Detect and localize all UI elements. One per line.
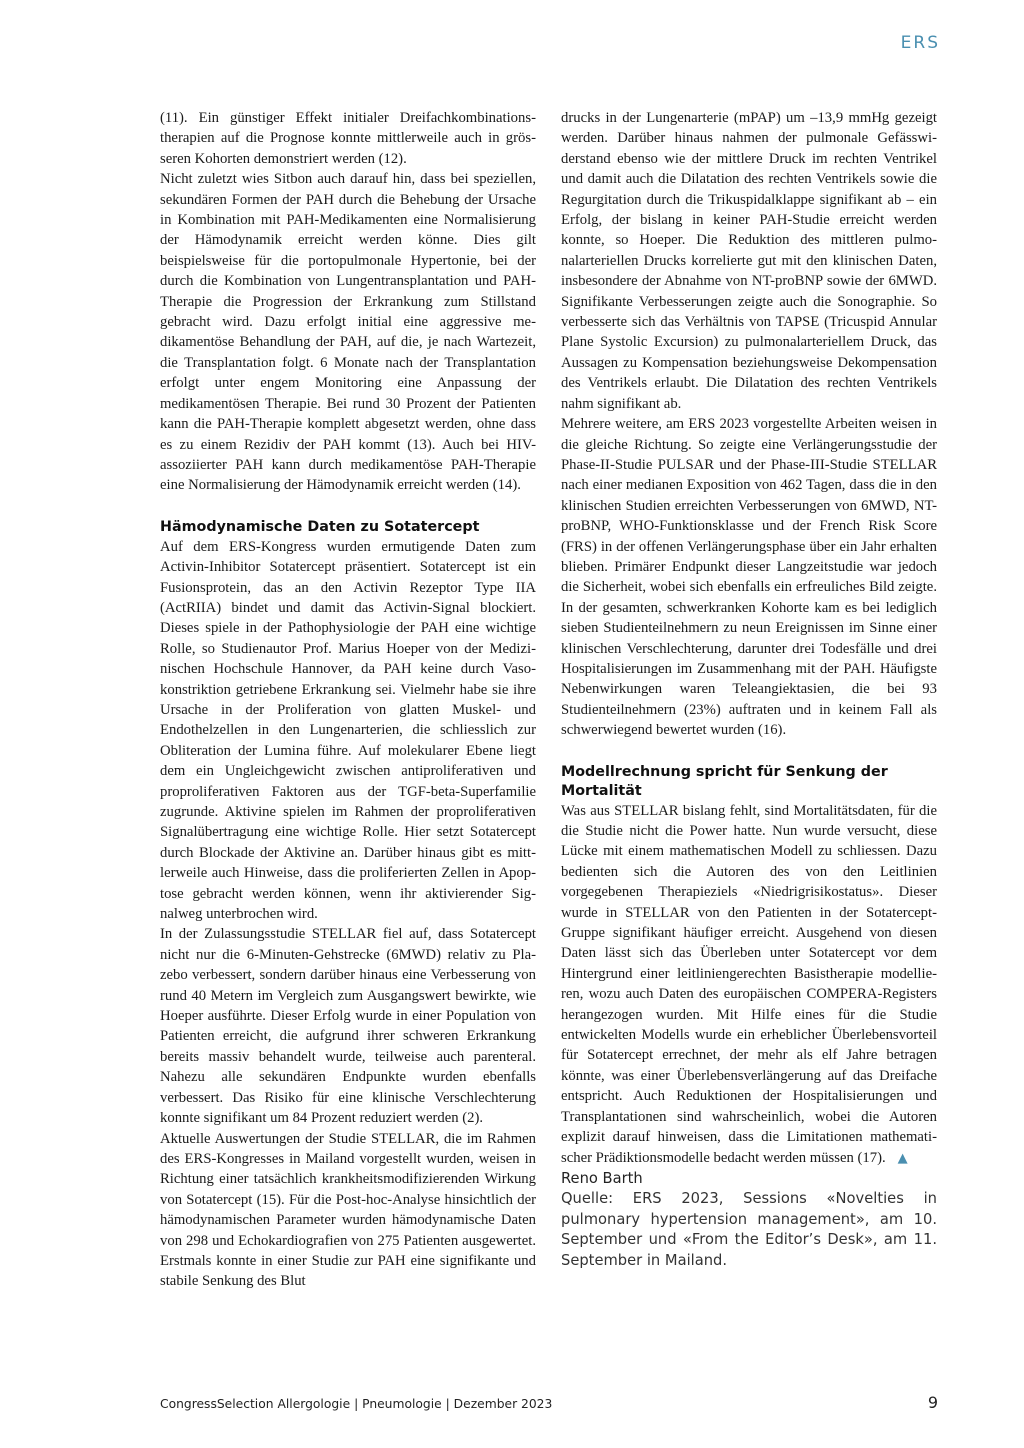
section-heading: Modellrechnung spricht für Senkung der Mortalität (561, 763, 888, 799)
publication-footer: CongressSelection Allergologie | Pneumologie | Dezember 2023 (160, 1397, 553, 1411)
paragraph: Aktuelle Auswertungen der Studie STELLAR, die im Rahmen des ERS-Kongresses in Mailand vorgestellt wurden, weisen in Richtung einer tatsächlich krankheitsmodifizierenden Wirkung von Sotatercept (15). Für die Post-hoc-Analyse hinsichtlich der hämodynamischen Parameter wurden hämodynamische Daten von 298 und Echokardiografien von 275 Patienten ausgewertet. Erstmals konnte in einer Studie zur PAH eine signifikante und stabile Senkung des Blut (160, 1130, 536, 1290)
end-of-article-icon: ▲ (897, 1150, 908, 1166)
section-heading: Hämodynamische Daten zu Sotatercept (160, 518, 480, 535)
section-tag: ERS (900, 33, 940, 53)
page-number: 9 (927, 1393, 938, 1412)
paragraph: In der Zulassungsstudie STELLAR fiel auf, dass Sotatercept nicht nur die 6-Minuten-Gehstrecke (6MWD) relativ zu Plazebo verbessert, sondern darüber hinaus eine Verbesserung von rund 40 Metern im Vergleich zum Ausgangswert bewirkte, wie Hoeper ausführte. Dieser Erfolg wurde in einer Population von Patienten erreicht, die aufgrund ihrer schweren Erkrankung bereits massiv behandelt wurde, teilweise auch parenteral. Nahezu alle sekundären Endpunkte wurden ebenfalls verbessert. Das Risiko für eine klinische Verschlechterung konnte signifikant um 84 Prozent reduziert werden (2). (160, 926, 536, 1127)
author-name: Reno Barth (561, 1169, 643, 1187)
paragraph: drucks in der Lungenarterie (mPAP) um –13,9 mmHg gezeigt werden. Darüber hinaus nahmen der pulmonale Gefässwiderstand ebenso wie der mittlere Druck im rechten Ventrikel und damit auch die Dilatation des rechten Ventrikels sowie die Regurgitation durch die Trikuspidalklappe signifikant ab – ein Erfolg, der bislang in keiner PAH-Studie erreicht werden konnte, so Hoeper. Die Reduktion des mittleren pulmonalarteriellen Drucks korrelierte gut mit den klinischen Daten, insbesondere der Abnahme von NT-proBNP sowie der 6MWD. Signifikante Verbesserungen zeigte auch die Sonographie. So verbesserte sich das Verhältnis von TAPSE (Tricuspid Annular Plane Systolic Excursion) zu pulmonalarteriellem Druck, das Aussagen zu Kompensation beziehungsweise Dekompensation des Ventrikels erlaubt. Die Dilatation des rechten Ventrikels nahm signifikant ab. (561, 110, 937, 412)
paragraph (561, 801, 937, 1169)
right-column (561, 108, 937, 1271)
paragraph-text: Was aus STELLAR bislang fehlt, sind Mortalitätsdaten, für die die Studie nicht die Power hatte. Nun wurde versucht, diese Lücke mit einem mathematischen Modell zu schliessen. Dazu bedienten sich die Autoren des von den Leitlinien vorgegebenen Therapieziels «Niedrigrisikostatus». Dieser wurde in STELLAR von den Patienten in der Sotatercept-Gruppe signifikant häufiger erreicht. Ausgehend von diesen Daten lässt sich das Überleben unter Sotatercept vor dem Hintergrund einer leitliniengerechten Basistherapie modellieren, wozu auch Daten des europäischen COMPERA-Registers herangezogen wurden. Mit Hilfe eines für die Studie entwickelten Modells wurde ein erheblicher Überlebensvorteil für Sotatercept errechnet, der mehr als elf Jahre betragen könnte, was einer Überlebensverlängerung auf das Dreifache entspricht. Auch Reduktionen der Hospitalisierungen und Transplantationen sind wahrscheinlich, wobei die Autoren explizit darauf hinweisen, dass die Limitationen mathematischer Prädiktionsmodelle bedacht werden müssen (17). (561, 802, 937, 1166)
source-note: Quelle: ERS 2023, Sessions «Novelties in pulmonary hypertension management», am 10. September und «From the Editor’s Desk», am 11. September in Mailand. (561, 1190, 937, 1269)
left-column (160, 108, 536, 1292)
paragraph: Nicht zuletzt wies Sitbon auch darauf hin, dass bei speziellen, sekundären Formen der PAH durch die Behebung der Ursache in Kombination mit PAH-Medikamenten eine Normalisierung der Hämodynamik erreicht werden könne. Dies gilt beispielsweise für die portopulmonale Hypertonie, bei der durch die Kombination von Lungentransplantation und PAH-Therapie die Progression der Erkrankung zum Stillstand gebracht wird. Dazu erfolgt initial eine aggressive medikamentöse Behandlung der PAH, auf die, je nach Wartezeit, die Transplantation folgt. 6 Monate nach der Transplantation erfolgt unter engem Monitoring eine Anpassung der medikamentösen Therapie. Bei rund 30 Prozent der Patienten kann die PAH-Therapie komplett abgesetzt werden, ohne dass es zu einem Rezidiv der PAH kommt (13). Auch bei HIV-assoziierter PAH kann durch medikamentöse PAH-Therapie eine Normalisierung der Hämodynamik erreicht werden (14). (160, 171, 536, 494)
paragraph: Mehrere weitere, am ERS 2023 vorgestellte Arbeiten weisen in die gleiche Richtung. So zeigte eine Verlängerungsstudie der Phase-II-Studie PULSAR und der Phase-III-Studie STELLAR nach einer medianen Exposition von 462 Tagen, dass die in den klinischen Studien erreichten Verbesserungen von 6MWD, NT-proBNP, WHO-Funktionsklasse und der French Risk Score (FRS) in der offenen Verlängerungsphase über ein Jahr erhalten blieben. Primärer Endpunkt dieser Langzeitstudie war jedoch die Sicherheit, wobei sich ebenfalls ein erfreuliches Bild zeigte. In der gesamten, schwerkranken Kohorte kam es bei lediglich sieben Studienteilnehmern zu neun Ereignissen im Sinne einer klinischen Verschlechterung, darunter drei Todesfälle und drei Hospitalisierungen im Zusammenhang mit der PAH. Häufigste Nebenwirkungen waren Teleangiektasien, die bei 93 Studienteilnehmern (23%) auftraten und in keinem Fall als schwerwiegend bewertet wurden (16). (561, 416, 937, 739)
paragraph: (11). Ein günstiger Effekt initialer Dreifachkombinationstherapien auf die Prognose konnte mittlerweile auch in grösseren Kohorten demonstriert werden (12). (160, 110, 536, 167)
paragraph: Auf dem ERS-Kongress wurden ermutigende Daten zum Activin-Inhibitor Sotatercept präsentiert. Sotatercept ist ein Fusionsprotein, das an den Activin Rezeptor Type IIA (ActRIIA) bindet und damit das Activin-Signal blockiert. Dieses spiele in der Pathophysiologie der PAH eine wichtige Rolle, so Studienautor Prof. Marius Hoeper von der Medizinischen Hochschule Hannover, da PAH keine durch Vasokonstriktion getriebene Erkrankung sei. Vielmehr habe sie ihre Ursache in der Proliferation von glatten Muskel- und Endothelzellen in den Lungenarterien, die schliesslich zur Obliteration der Lumina führe. Auf molekularer Ebene liegt dem ein Ungleichgewicht zwischen antiproliferativen und proproliferativen Faktoren aus der TGF-beta-Superfamilie zugrunde. Aktivine spielen im Rahmen der proproliferativen Signalübertragung eine wichtige Rolle. Hier setzt Sotatercept durch Blockade der Aktivine an. Darüber hinaus gibt es mittlerweile auch Hinweise, dass die proliferierten Zellen in Apoptose gebracht werden können, wenn ihr aktivierender Signalweg unterbrochen wird. (160, 538, 536, 923)
